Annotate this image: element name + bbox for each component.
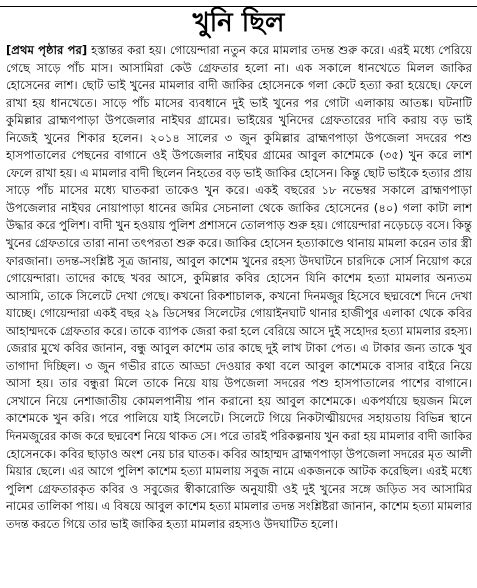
continued-from-label: [প্রথম পৃষ্ঠার পর] [6,43,88,57]
article-headline: খুনি ছিল [192,8,285,38]
article-body-text: হস্তান্তর করা হয়। গোয়েন্দারা নতুন করে মামলার তদন্ত শুরু করে। এরই মধ্যে পেরিয়ে গেছে সাড়ে পাঁচ মাস। আসামিরা কেউ গ্রেফতার হলো না। এক সকালে ধানখেতে মিলল জাকির হোসেনের লাশ। ছোট ভাই খুনের মামলার বাদী জাকির হোসেনকে গলা কেটে হত্যা করা হয়েছে। ফেলে রাখা হয় ধানখেতে। সাড়ে পাঁচ মাসের ব্যবধানে দুই ভাই খুনের পর গোটা এলাকায় আতঙ্ক। ঘটনাটি কুমিল্লার ব্রাহ্মণপাড়া উপজেলার নাইঘর গ্রামের। ভাইয়ের খুনিদের গ্রেফতারের দাবি করায় বড় ভাই নিজেই খুনের শিকার হলেন। ২০১৪ সালের ৩ জুন কুমিল্লার ব্রাহ্মণপাড়া উপজেলা সদরের পশু হাসপাতালের পেছনের বাগানে ওই উপজেলার নাইঘর গ্রামের আবুল কাশেমকে (৩৫) খুন করে লাশ ফেলে রাখা হয়। এ মামলার বাদী ছিলেন নিহতের বড় ভাই জাকির হোসেন। কিন্তু ছোট ভাইকে হত্যার প্রায় সাড়ে পাঁচ মাসের মধ্যে ঘাতকরা তাকেও খুন করে। একই বছরের ১৮ নভেম্বর সকালে ব্রাহ্মণপাড়া উপজেলার নাইঘর নোয়াপাড়া ধানের জমির সেচনালা থেকে জাকির হোসেনের (৪০) গলা কাটা লাশ উদ্ধার করে পুলিশ। বাদী খুন হওয়ায় পুলিশ প্রশাসনে তোলপাড় শুরু হয়। গোয়েন্দারা নড়েচড়ে বসে। কিন্তু খুনের গ্রেফতারে তারা নানা তৎপরতা শুরু করে। জাকির হোসেন হত্যাকাণ্ডে থানায় মামলা করেন তার স্ত্রী ফারজানা। তদন্ত-সংশ্লিষ্ট সূত্র জানায়, আবুল কাশেম খুনের রহস্য উদঘাটনে চারদিকে সোর্স নিয়োগ করে গোয়েন্দারা। তাদের কাছে খবর আসে, কুমিল্লার কবির হোসেন যিনি কাশেম হত্যা মামলার অন্যতম আসামি, তাকে সিলেটে দেখা গেছে। কখনো রিকশাচালক, কখনো দিনমজুর হিসেবে ছদ্মবেশে দিনে দেখা যাচ্ছে। গোয়েন্দারা একই বছর ২৯ ডিসেম্বর সিলেটের গোয়াইনঘাট থানার হাজীপুর এলাকা থেকে কবির আহাম্মদকে গ্রেফতার করে। তাকে ব্যাপক জেরা করা হলে বেরিয়ে আসে দুই সহোদর হত্যা মামলার রহস্য। জেরার মুখে কবির জানান, বন্ধু আবুল কাশেম তার কাছে দুই লাখ টাকা পেত। এ টাকার জন্য তাকে খুব তাগাদা দিচ্ছিল। ৩ জুন গভীর রাতে আড্ডা দেওয়ার কথা বলে আবুল কাশেমকে বাসার বাইরে নিয়ে আসা হয়। তার বন্ধুরা মিলে তাকে নিয়ে যায় উপজেলা সদরের পশু হাসপাতালের পাশের বাগানে। সেখানে নিয়ে নেশাজাতীয় কোমলপানীয় পান করানো হয় আবুল কাশেমকে। একপর্যায়ে ছয়জন মিলে কাশেমকে খুন করি। পরে পালিয়ে যাই সিলেটে। সিলেটে গিয়ে নিকটাত্মীয়দের সহায়তায় বিভিন্ন স্থানে দিনমজুরের কাজ করে ছদ্মবেশ নিয়ে থাকত সে। পরে তারই পরিকল্পনায় খুন করা হয় মামলার বাদী জাকির হোসেনকে। কবির ছাড়াও অংশ নেয় চার ঘাতক। কবির আহাম্মদ ব্রাহ্মণপাড়া উপজেলা সদরের মৃত আলী মিয়ার ছেলে। এর আগে পুলিশ কাশেম হত্যা মামলায় সবুজ নামে একজনকে আটক করেছিল। এরই মধ্যে পুলিশ গ্রেফতারকৃত কবির ও সবুজের স্বীকারোক্তি অনুযায়ী ওই দুই খুনের সঙ্গে জড়িত সব আসামির নামের তালিকা পায়। এ বিষয়ে আবুল কাশেম হত্যা মামলার তদন্ত সংশ্লিষ্টরা জানান, কাশেম হত্যা মামলার তদন্ত করতে গিয়ে তার ভাই জাকির হত্যা মামলার রহস্যও উদঘাটিত হলো। [6,43,472,531]
article-body [6,42,472,586]
